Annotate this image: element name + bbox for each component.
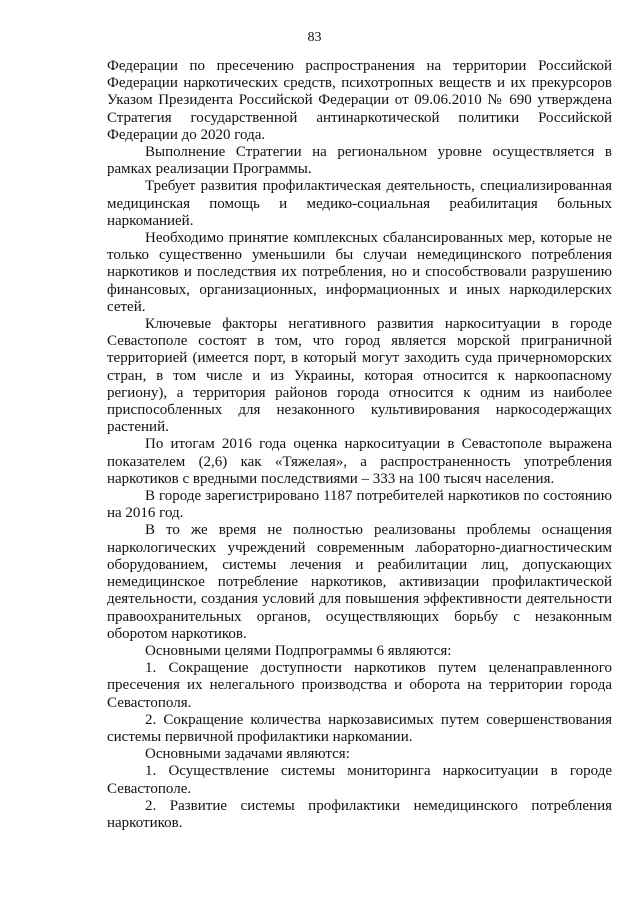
paragraph: 1. Осуществление системы мониторинга наркоситуации в городе Севастополе.	[107, 763, 612, 797]
paragraph: Основными целями Подпрограммы 6 являются:	[145, 642, 452, 659]
paragraph: 2. Сокращение количества наркозависимых путем совершенствования системы первичной профилактики наркомании.	[107, 711, 612, 745]
paragraph: Федерации по пресечению распространения на территории Российской Федерации наркотических средств, психотропных веществ и их прекурсоров Указом Президента Российской Федерации от 09.06.2010 № 690 утверждена Стратегия государственной антинаркотической политики Российской Федерации до 2020 года.	[107, 58, 612, 143]
paragraph: В городе зарегистрировано 1187 потребителей наркотиков по состоянию на 2016 год.	[107, 488, 612, 522]
paragraph: Ключевые факторы негативного развития наркоситуации в городе Севастополе состоят в том, что город является морской приграничной территорией (имеется порт, в который могут заходить суда причерноморских стран, в том числе и из Украины, которая относится к наркоопасному региону), а территория районов города относится к одним из наиболее приспособленных для незаконного культивирования наркосодержащих растений.	[107, 316, 612, 436]
paragraph: Необходимо принятие комплексных сбалансированных мер, которые не только существенно уменьшили бы случаи немедицинского потребления наркотиков и последствия их потребления, но и способствовали разрушению финансовых, организационных, информационных и иных наркодилерских сетей.	[107, 230, 612, 315]
paragraph: Требует развития профилактическая деятельность, специализированная медицинская помощь и медико-социальная реабилитация больных наркоманией.	[107, 178, 612, 229]
page-number: 83	[307, 30, 322, 45]
paragraph: 2. Развитие системы профилактики немедицинского потребления наркотиков.	[107, 797, 612, 831]
paragraph: 1. Сокращение доступности наркотиков путем целенаправленного пресечения их нелегального производства и оборота на территории города Севастополя.	[107, 660, 612, 711]
paragraph: В то же время не полностью реализованы проблемы оснащения наркологических учреждений современным лабораторно-диагностическим оборудованием, системы лечения и реабилитации лиц, допускающих немедицинское потребление наркотиков, активизации профилактической деятельности, создания условий для повышения эффективности деятельности правоохранительных органов, осуществляющих борьбу с незаконным оборотом наркотиков.	[107, 522, 612, 642]
paragraph: Основными задачами являются:	[145, 746, 350, 763]
paragraph: Выполнение Стратегии на региональном уровне осуществляется в рамках реализации Программы.	[107, 144, 612, 178]
paragraph: По итогам 2016 года оценка наркоситуации в Севастополе выражена показателем (2,6) как «Тяжелая», а распространенность употребления наркотиков с вредными последствиями – 333 на 100 тысяч населения.	[107, 436, 612, 487]
body-text	[107, 58, 612, 832]
